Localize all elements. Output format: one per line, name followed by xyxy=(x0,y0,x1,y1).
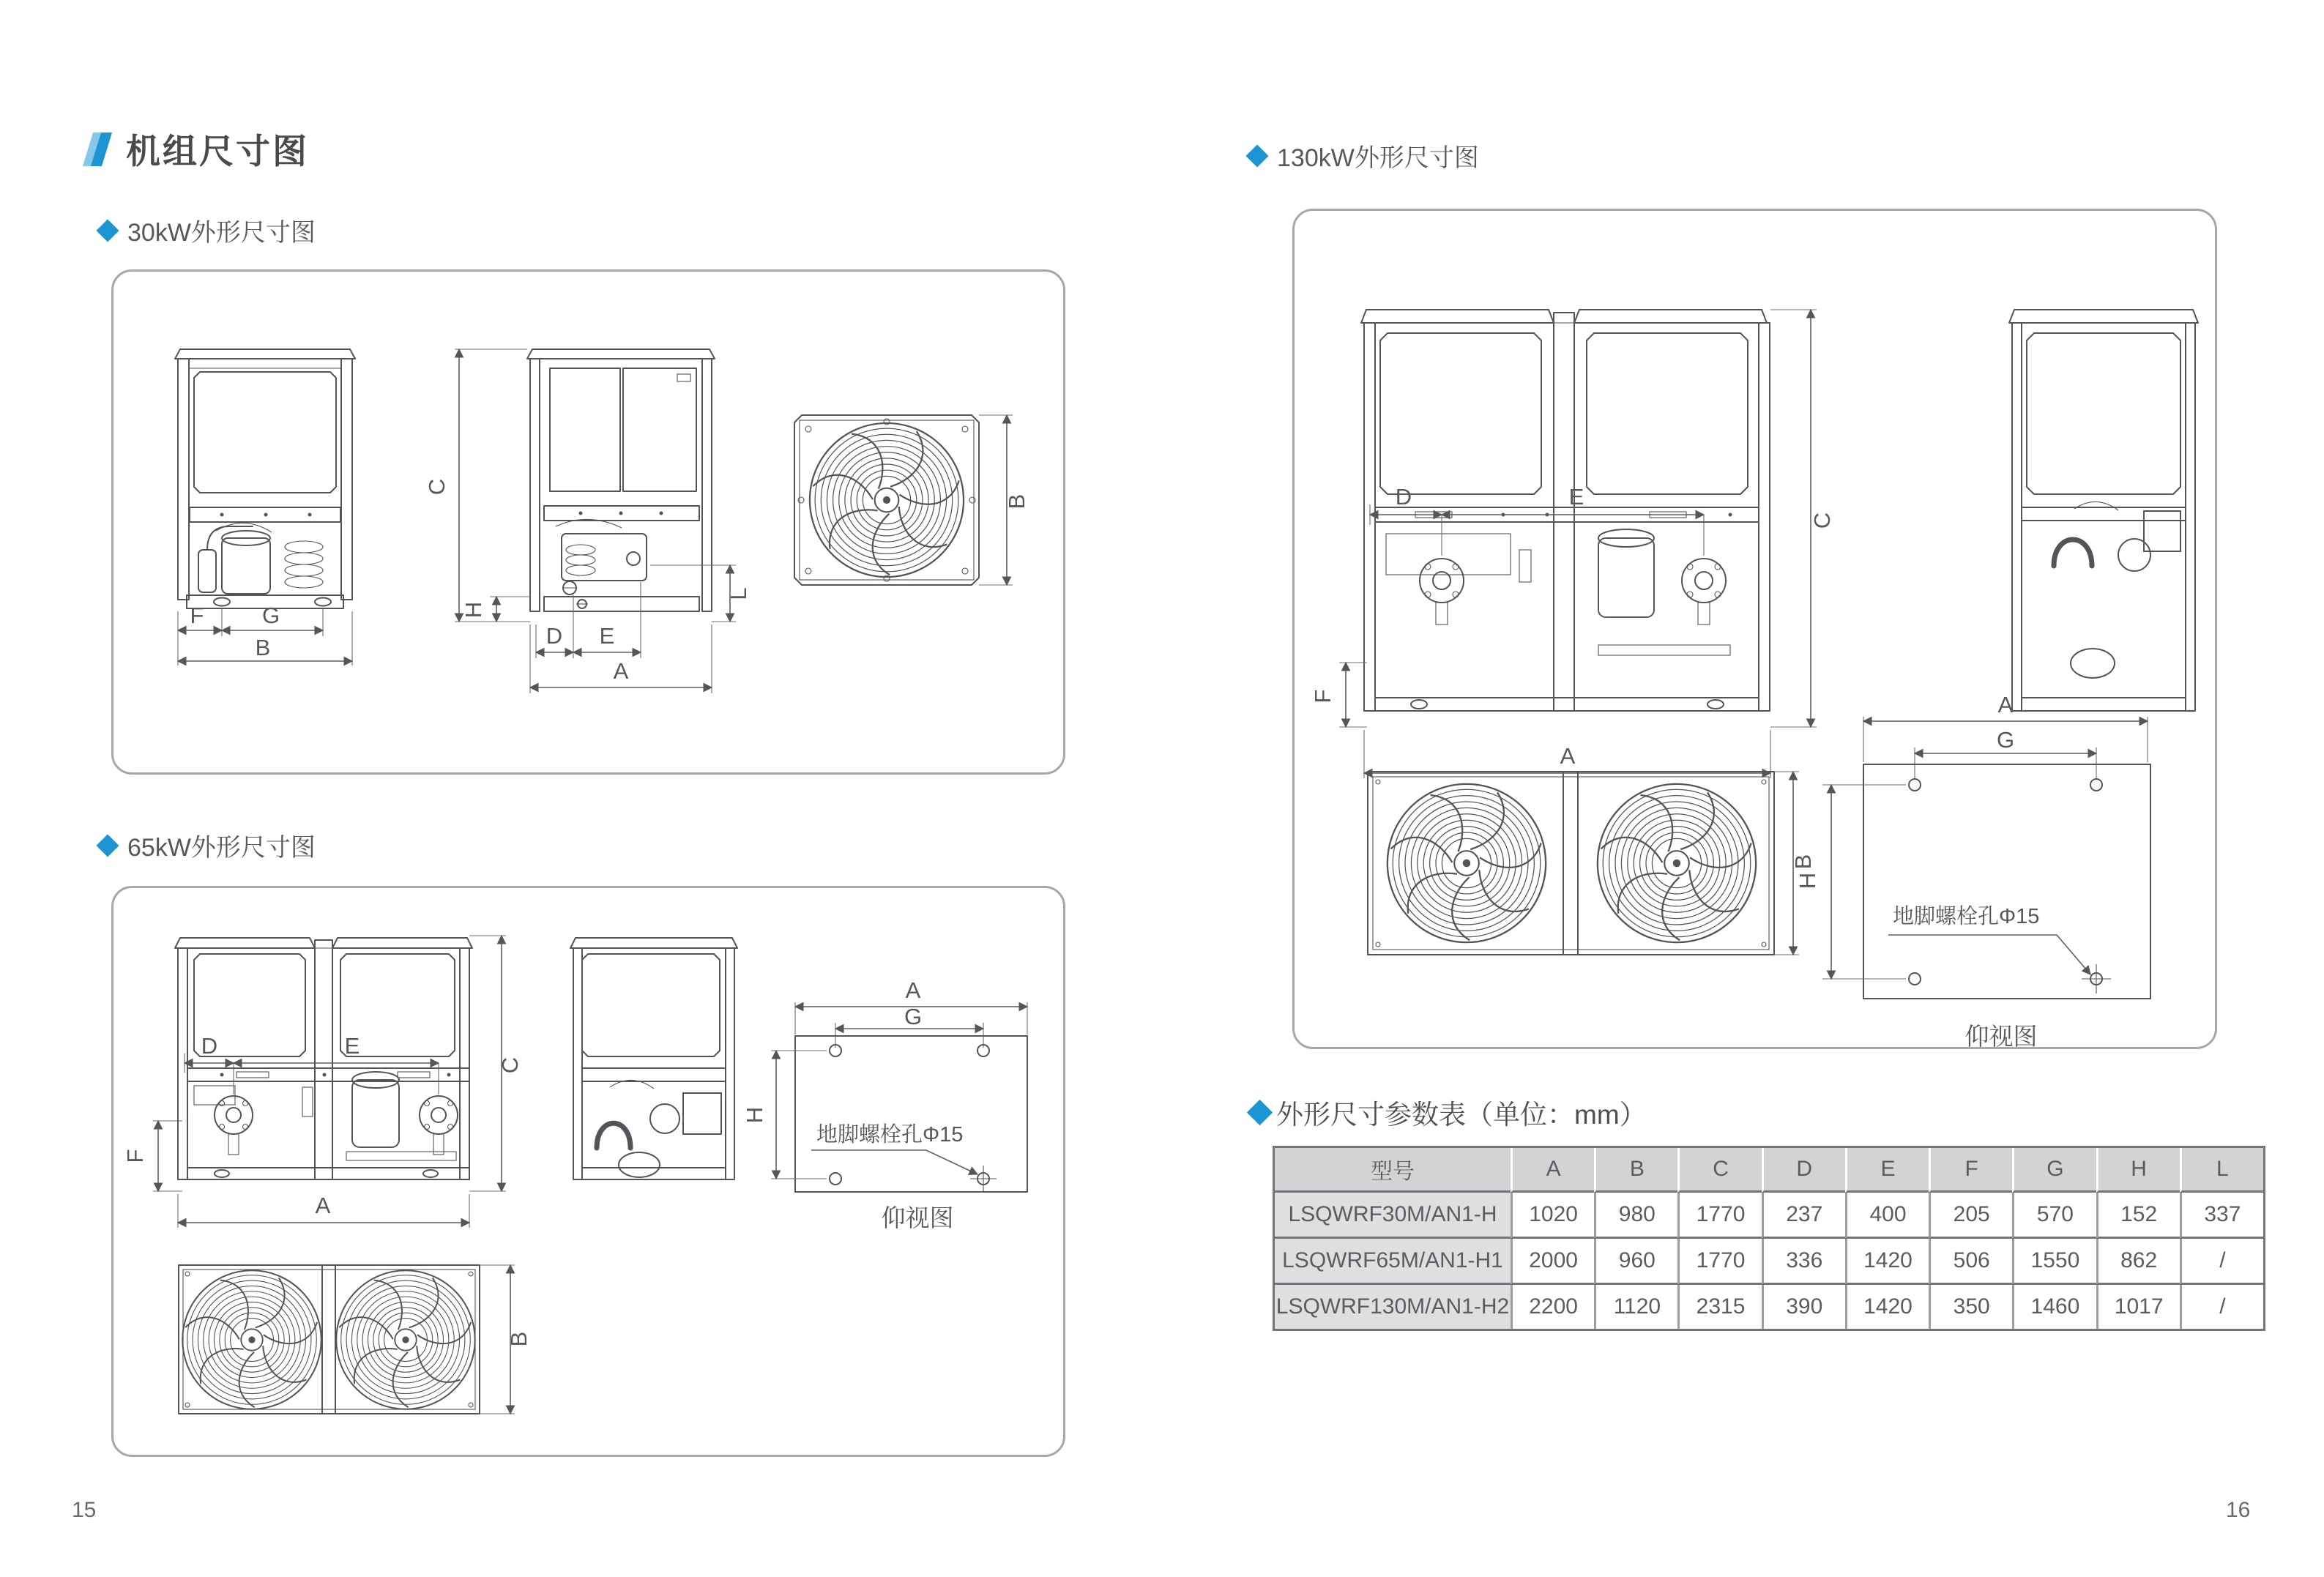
dim-label-b: B xyxy=(255,635,271,660)
value-cell: 1020 xyxy=(1511,1193,1594,1239)
dimension-table-wrapper xyxy=(1273,1146,2265,1331)
fan-top-view-130kw xyxy=(1368,772,1816,955)
col-header-d: D xyxy=(1762,1148,1845,1193)
value-cell: 205 xyxy=(1929,1193,2012,1239)
bottom-view-caption: 仰视图 xyxy=(1964,1023,2038,1047)
dim-label-h: H xyxy=(1795,872,1820,890)
table-row xyxy=(1275,1285,2263,1329)
table-title-text: 外形尺寸参数表（单位：mm） xyxy=(1276,1100,1647,1130)
section-title-30kw-text: 30kW外形尺寸图 xyxy=(127,219,316,247)
dim-label-e: E xyxy=(599,623,615,649)
value-cell: 2000 xyxy=(1511,1239,1594,1285)
diamond-icon xyxy=(96,834,119,857)
dim-label-g: G xyxy=(261,603,280,628)
col-header-e: E xyxy=(1845,1148,1929,1193)
value-cell: 980 xyxy=(1594,1193,1677,1239)
col-header-model: 型号 xyxy=(1275,1148,1511,1193)
dim-label-a: A xyxy=(315,1193,331,1218)
value-cell: 1017 xyxy=(2096,1285,2180,1329)
value-cell: 400 xyxy=(1845,1193,1929,1239)
dim-label-d: D xyxy=(545,623,563,649)
fan-view-30kw xyxy=(794,415,1029,585)
col-header-a: A xyxy=(1511,1148,1594,1193)
section-title-130kw-text: 130kW外形尺寸图 xyxy=(1277,144,1479,172)
section-title-130kw xyxy=(1249,138,1479,174)
dim-label-a: A xyxy=(613,658,629,684)
table-row xyxy=(1275,1239,2263,1285)
title-slash-icon xyxy=(86,131,113,168)
page-title xyxy=(86,124,309,174)
value-cell: 1120 xyxy=(1594,1285,1677,1329)
bolt-hole-note: 地脚螺栓孔Φ15 xyxy=(816,1123,964,1147)
bottom-view-65kw xyxy=(742,977,1027,1231)
value-cell: 2200 xyxy=(1511,1285,1594,1329)
value-cell: 1420 xyxy=(1845,1285,1929,1329)
panel-130kw xyxy=(1292,209,2217,1049)
page-title-text: 机组尺寸图 xyxy=(126,132,309,171)
dim-label-f: F xyxy=(190,603,204,628)
dim-label-h: H xyxy=(461,601,486,619)
bottom-view-caption: 仰视图 xyxy=(881,1204,954,1231)
page-number-right: 16 xyxy=(2226,1498,2251,1522)
col-header-g: G xyxy=(2012,1148,2096,1193)
side-view-65kw xyxy=(570,938,737,1179)
value-cell: 1770 xyxy=(1677,1239,1761,1285)
value-cell: 1550 xyxy=(2012,1239,2096,1285)
front-view-130kw-dimensions xyxy=(1310,310,1835,778)
side-view-130kw xyxy=(2009,310,2198,711)
value-cell: 390 xyxy=(1762,1285,1845,1329)
value-cell: 152 xyxy=(2096,1193,2180,1239)
value-cell: 2315 xyxy=(1677,1285,1761,1329)
col-header-b: B xyxy=(1594,1148,1677,1193)
value-cell: 960 xyxy=(1594,1239,1677,1285)
section-title-65kw-text: 65kW外形尺寸图 xyxy=(127,834,316,862)
value-cell: / xyxy=(2180,1285,2263,1329)
table-title xyxy=(1251,1092,1647,1132)
dim-label-b: B xyxy=(1004,493,1029,510)
dim-label-g: G xyxy=(904,1004,923,1029)
value-cell: 506 xyxy=(1929,1239,2012,1285)
model-name-cell: LSQWRF65M/AN1-H1 xyxy=(1275,1239,1511,1285)
model-name-cell: LSQWRF130M/AN1-H2 xyxy=(1275,1285,1511,1329)
value-cell: 1460 xyxy=(2012,1285,2096,1329)
dim-label-c: C xyxy=(497,1056,523,1074)
dim-label-a: A xyxy=(1560,743,1576,769)
table-row xyxy=(1275,1193,2263,1239)
page-number-left: 15 xyxy=(72,1498,97,1522)
col-header-h: H xyxy=(2096,1148,2180,1193)
value-cell: 862 xyxy=(2096,1239,2180,1285)
dim-label-b: B xyxy=(1790,854,1816,870)
value-cell: 337 xyxy=(2180,1193,2263,1239)
dim-label-d: D xyxy=(1395,484,1412,510)
col-header-l: L xyxy=(2180,1148,2263,1193)
section-title-65kw xyxy=(100,827,316,863)
dim-label-e: E xyxy=(344,1033,360,1059)
value-cell: 336 xyxy=(1762,1239,1845,1285)
dim-label-e: E xyxy=(1568,484,1584,510)
bolt-hole-note: 地脚螺栓孔Φ15 xyxy=(1893,905,2040,928)
model-name-cell: LSQWRF30M/AN1-H xyxy=(1275,1193,1511,1239)
drawing-130kw xyxy=(1295,211,2215,1047)
panel-30kw xyxy=(111,269,1065,775)
bottom-view-130kw xyxy=(1795,692,2150,1047)
front-view-130kw xyxy=(1361,310,1770,711)
front-view-30kw xyxy=(175,349,355,608)
dim-label-d: D xyxy=(201,1033,218,1059)
side-view-30kw xyxy=(527,349,715,611)
col-header-c: C xyxy=(1677,1148,1761,1193)
value-cell: / xyxy=(2180,1239,2263,1285)
dim-label-g: G xyxy=(1996,727,2015,753)
dimension-table xyxy=(1275,1148,2263,1329)
dim-label-c: C xyxy=(424,478,450,496)
dim-label-c: C xyxy=(1809,512,1835,529)
section-title-30kw xyxy=(100,212,316,248)
front-view-65kw xyxy=(175,938,472,1179)
fan-top-view-65kw xyxy=(179,1265,532,1414)
dim-label-f: F xyxy=(1310,689,1336,704)
panel-65kw xyxy=(111,886,1065,1457)
value-cell: 1420 xyxy=(1845,1239,1929,1285)
diamond-icon xyxy=(1245,144,1268,167)
front-view-30kw-dimensions xyxy=(178,603,352,666)
value-cell: 1770 xyxy=(1677,1193,1761,1239)
dim-label-a: A xyxy=(1997,692,2014,717)
diamond-icon xyxy=(1247,1099,1273,1125)
dim-label-h: H xyxy=(742,1106,767,1124)
dim-label-l: L xyxy=(726,587,751,600)
drawing-30kw xyxy=(113,272,1063,772)
value-cell: 570 xyxy=(2012,1193,2096,1239)
col-header-f: F xyxy=(1929,1148,2012,1193)
dim-label-f: F xyxy=(122,1149,148,1163)
drawing-65kw xyxy=(113,888,1063,1455)
dim-label-a: A xyxy=(905,977,921,1003)
value-cell: 237 xyxy=(1762,1193,1845,1239)
table-header-row xyxy=(1275,1148,2263,1193)
dim-label-b: B xyxy=(506,1331,532,1347)
value-cell: 350 xyxy=(1929,1285,2012,1329)
diamond-icon xyxy=(96,219,119,242)
